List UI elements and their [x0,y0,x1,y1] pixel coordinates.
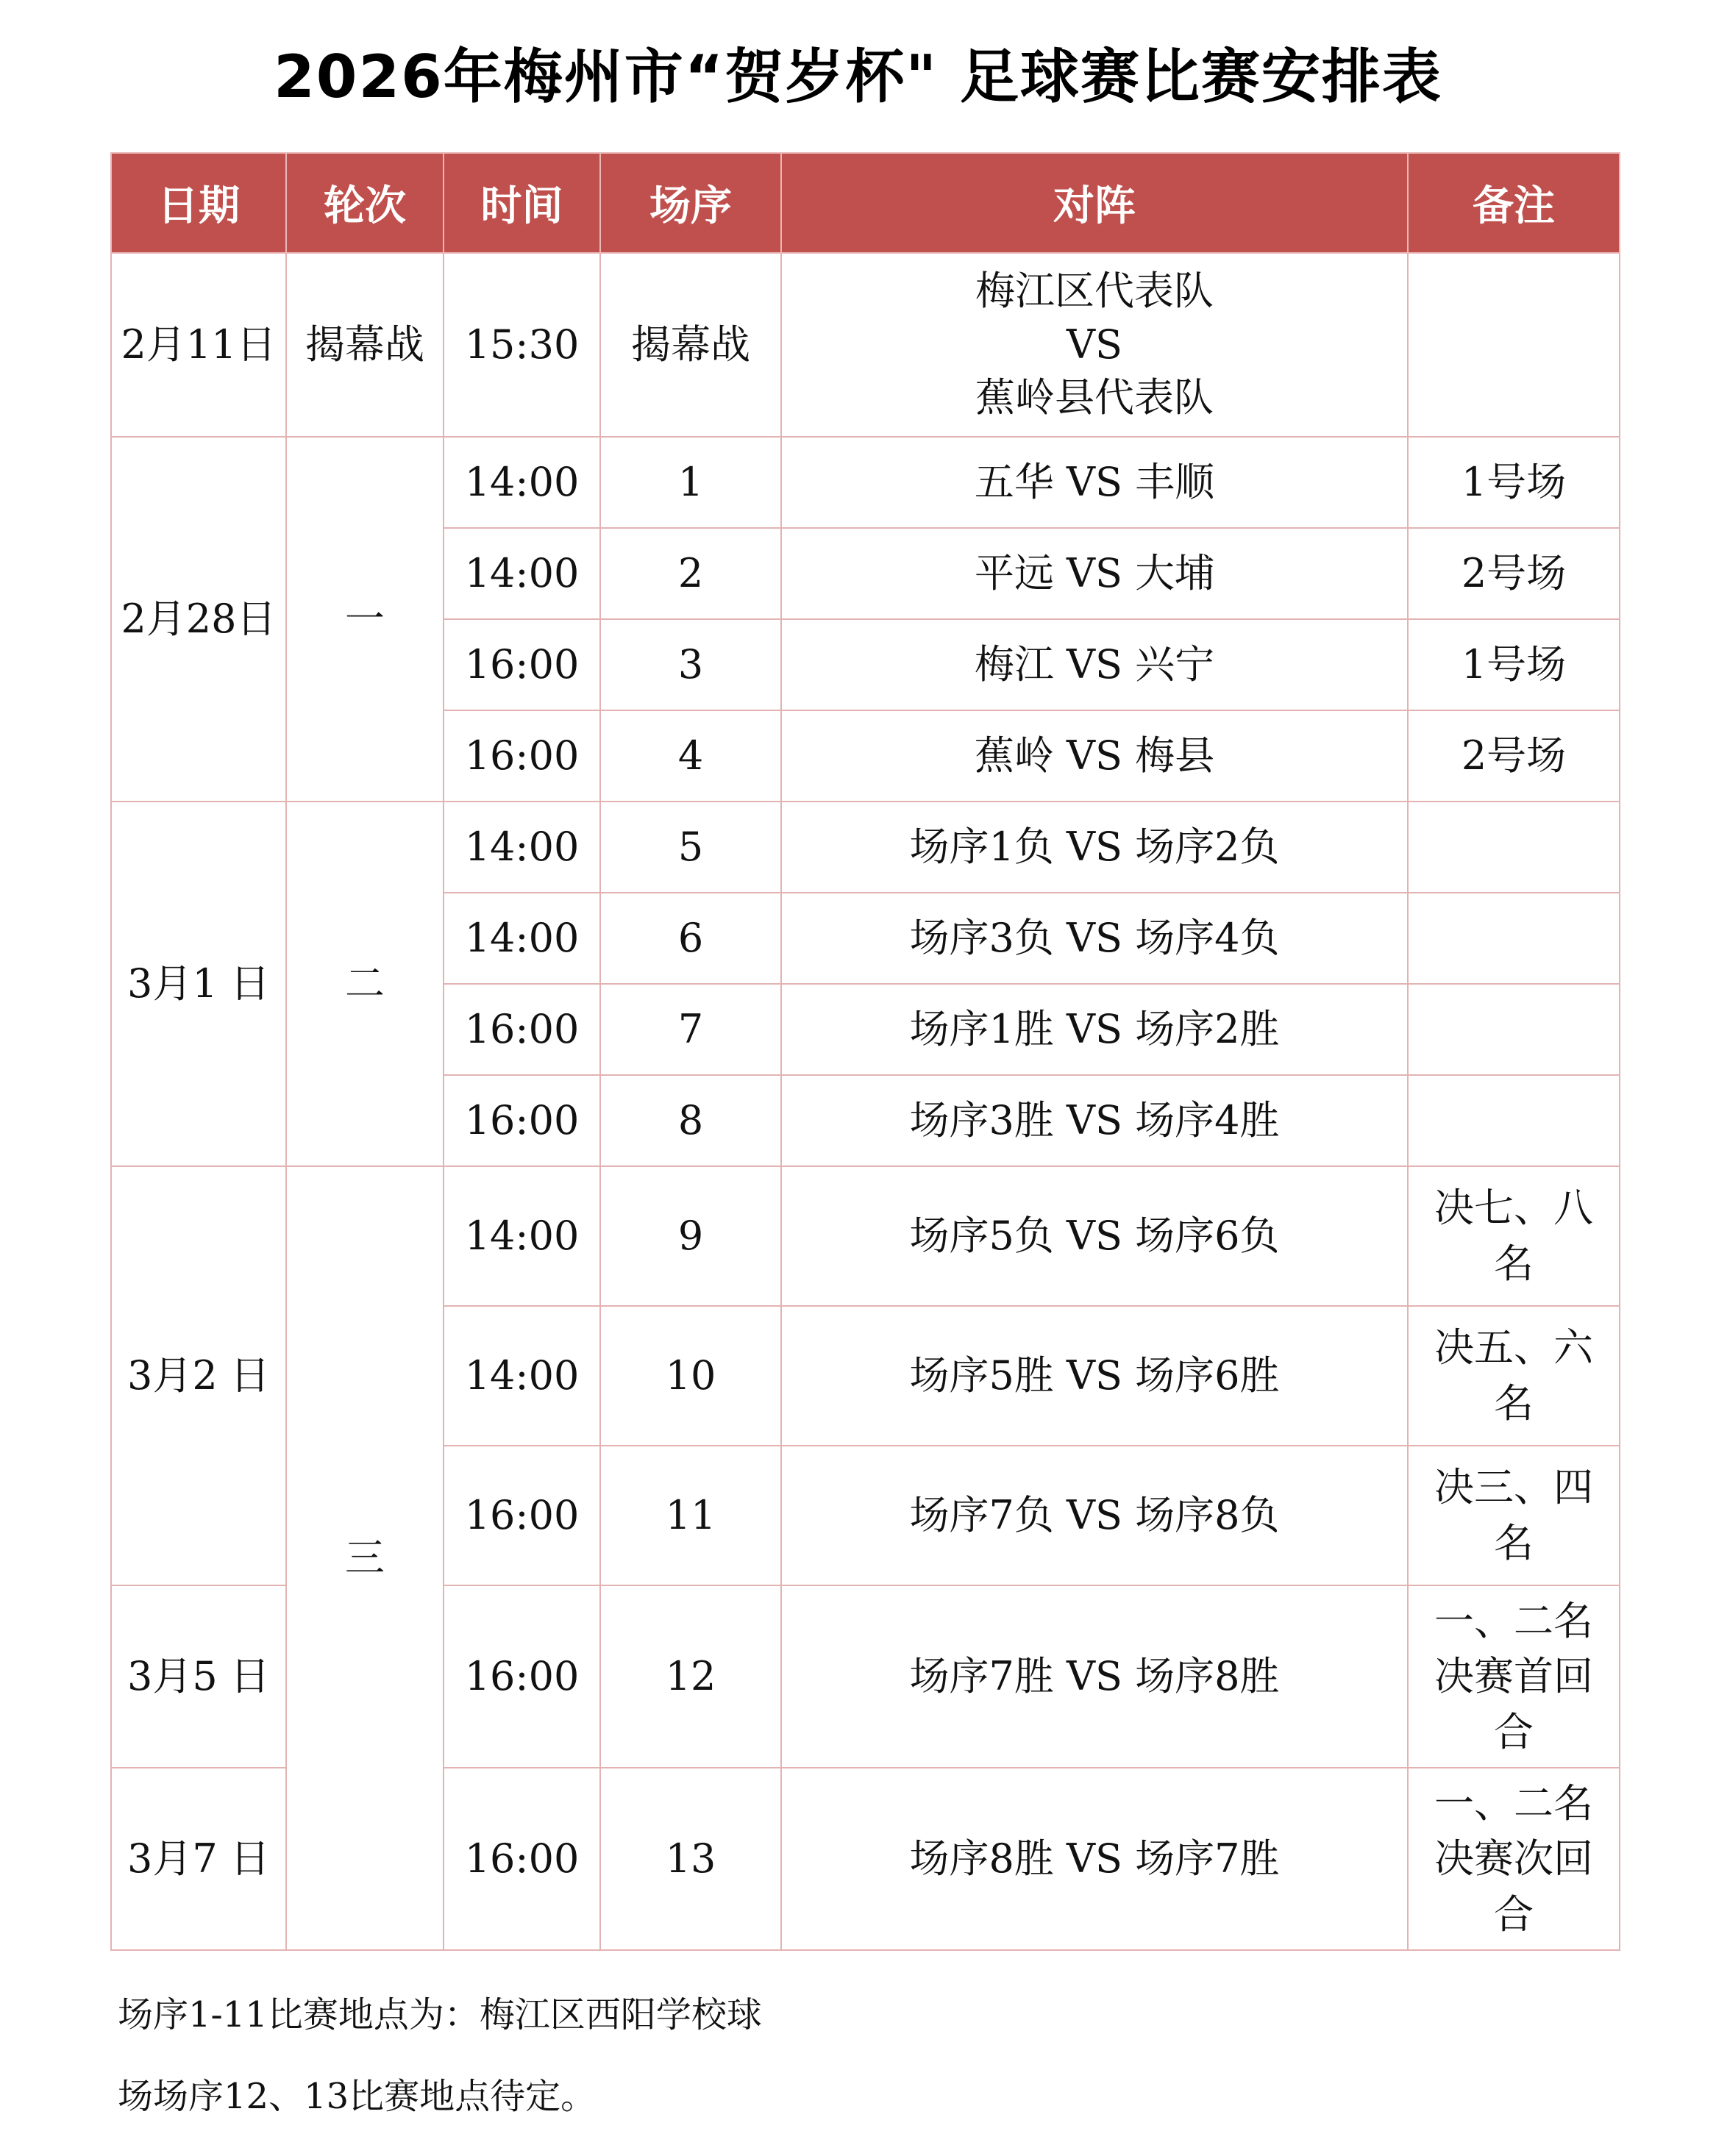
cell-note: 一、二名决赛次回合 [1408,1768,1620,1950]
cell-note: 2号场 [1408,710,1620,802]
cell-note: 一、二名决赛首回合 [1408,1585,1620,1768]
cell-seq: 4 [600,710,781,802]
cell-seq: 2 [600,528,781,619]
cell-match: 五华 VS 丰顺 [781,437,1408,528]
table-row [111,802,1620,893]
cell-note [1408,984,1620,1075]
cell-time: 15:30 [444,253,600,437]
cell-note [1408,253,1620,437]
cell-seq: 揭幕战 [600,253,781,437]
schedule-table [110,152,1620,1951]
cell-match: 场序1胜 VS 场序2胜 [781,984,1408,1075]
cell-match [781,253,1408,437]
match-team-a: 梅江区代表队 [975,267,1214,314]
cell-seq: 6 [600,893,781,984]
cell-match: 平远 VS 大埔 [781,528,1408,619]
header-round: 轮次 [286,153,444,253]
table-row [111,437,1620,528]
cell-seq: 13 [600,1768,781,1950]
cell-round: 一 [286,437,444,802]
table-header-row [111,153,1620,253]
cell-date: 2月28日 [111,437,286,802]
cell-time: 14:00 [444,893,600,984]
header-seq: 场序 [600,153,781,253]
table-row [111,1166,1620,1306]
cell-match: 场序7负 VS 场序8负 [781,1446,1408,1585]
header-time: 时间 [444,153,600,253]
cell-match: 场序8胜 VS 场序7胜 [781,1768,1408,1950]
table-row [111,253,1620,437]
cell-match: 场序3负 VS 场序4负 [781,893,1408,984]
cell-note: 决七、八名 [1408,1166,1620,1306]
cell-match: 场序1负 VS 场序2负 [781,802,1408,893]
cell-match: 场序5胜 VS 场序6胜 [781,1306,1408,1446]
cell-time: 16:00 [444,710,600,802]
cell-date: 3月5 日 [111,1585,286,1768]
cell-date: 3月1 日 [111,802,286,1166]
cell-time: 16:00 [444,1075,600,1166]
cell-match: 梅江 VS 兴宁 [781,619,1408,710]
cell-note: 决五、六名 [1408,1306,1620,1446]
cell-date: 3月2 日 [111,1166,286,1585]
cell-note [1408,1075,1620,1166]
cell-time: 16:00 [444,984,600,1075]
cell-seq: 7 [600,984,781,1075]
cell-note: 2号场 [1408,528,1620,619]
cell-seq: 12 [600,1585,781,1768]
cell-time: 14:00 [444,528,600,619]
cell-time: 14:00 [444,437,600,528]
cell-match: 场序5负 VS 场序6负 [781,1166,1408,1306]
cell-note: 决三、四名 [1408,1446,1620,1585]
cell-seq: 1 [600,437,781,528]
cell-time: 16:00 [444,1768,600,1950]
footnote-venue: 场序1-11比赛地点为：梅江区西阳学校球 [118,1994,762,2035]
cell-match: 场序3胜 VS 场序4胜 [781,1075,1408,1166]
cell-time: 14:00 [444,1306,600,1446]
cell-seq: 5 [600,802,781,893]
cell-match: 蕉岭 VS 梅县 [781,710,1408,802]
cell-match: 场序7胜 VS 场序8胜 [781,1585,1408,1768]
header-date: 日期 [111,153,286,253]
cell-round: 揭幕战 [286,253,444,437]
match-team-b: 蕉岭县代表队 [975,374,1214,421]
cell-seq: 8 [600,1075,781,1166]
cell-round: 二 [286,802,444,1166]
cell-date: 3月7 日 [111,1768,286,1950]
cell-seq: 9 [600,1166,781,1306]
cell-note: 1号场 [1408,437,1620,528]
page-title: 2026年梅州市“贺岁杯" 足球赛比赛安排表 [274,43,1442,111]
cell-note: 1号场 [1408,619,1620,710]
cell-time: 16:00 [444,1446,600,1585]
cell-note [1408,802,1620,893]
header-match: 对阵 [781,153,1408,253]
match-vs: VS [1067,321,1122,368]
cell-note [1408,893,1620,984]
cell-seq: 10 [600,1306,781,1446]
cell-round: 三 [286,1166,444,1950]
cell-seq: 3 [600,619,781,710]
cell-time: 16:00 [444,1585,600,1768]
cell-date: 2月11日 [111,253,286,437]
footnote-tbd: 场场序12、13比赛地点待定。 [118,2076,597,2117]
header-note: 备注 [1408,153,1620,253]
cell-time: 16:00 [444,619,600,710]
cell-time: 14:00 [444,1166,600,1306]
cell-seq: 11 [600,1446,781,1585]
cell-time: 14:00 [444,802,600,893]
